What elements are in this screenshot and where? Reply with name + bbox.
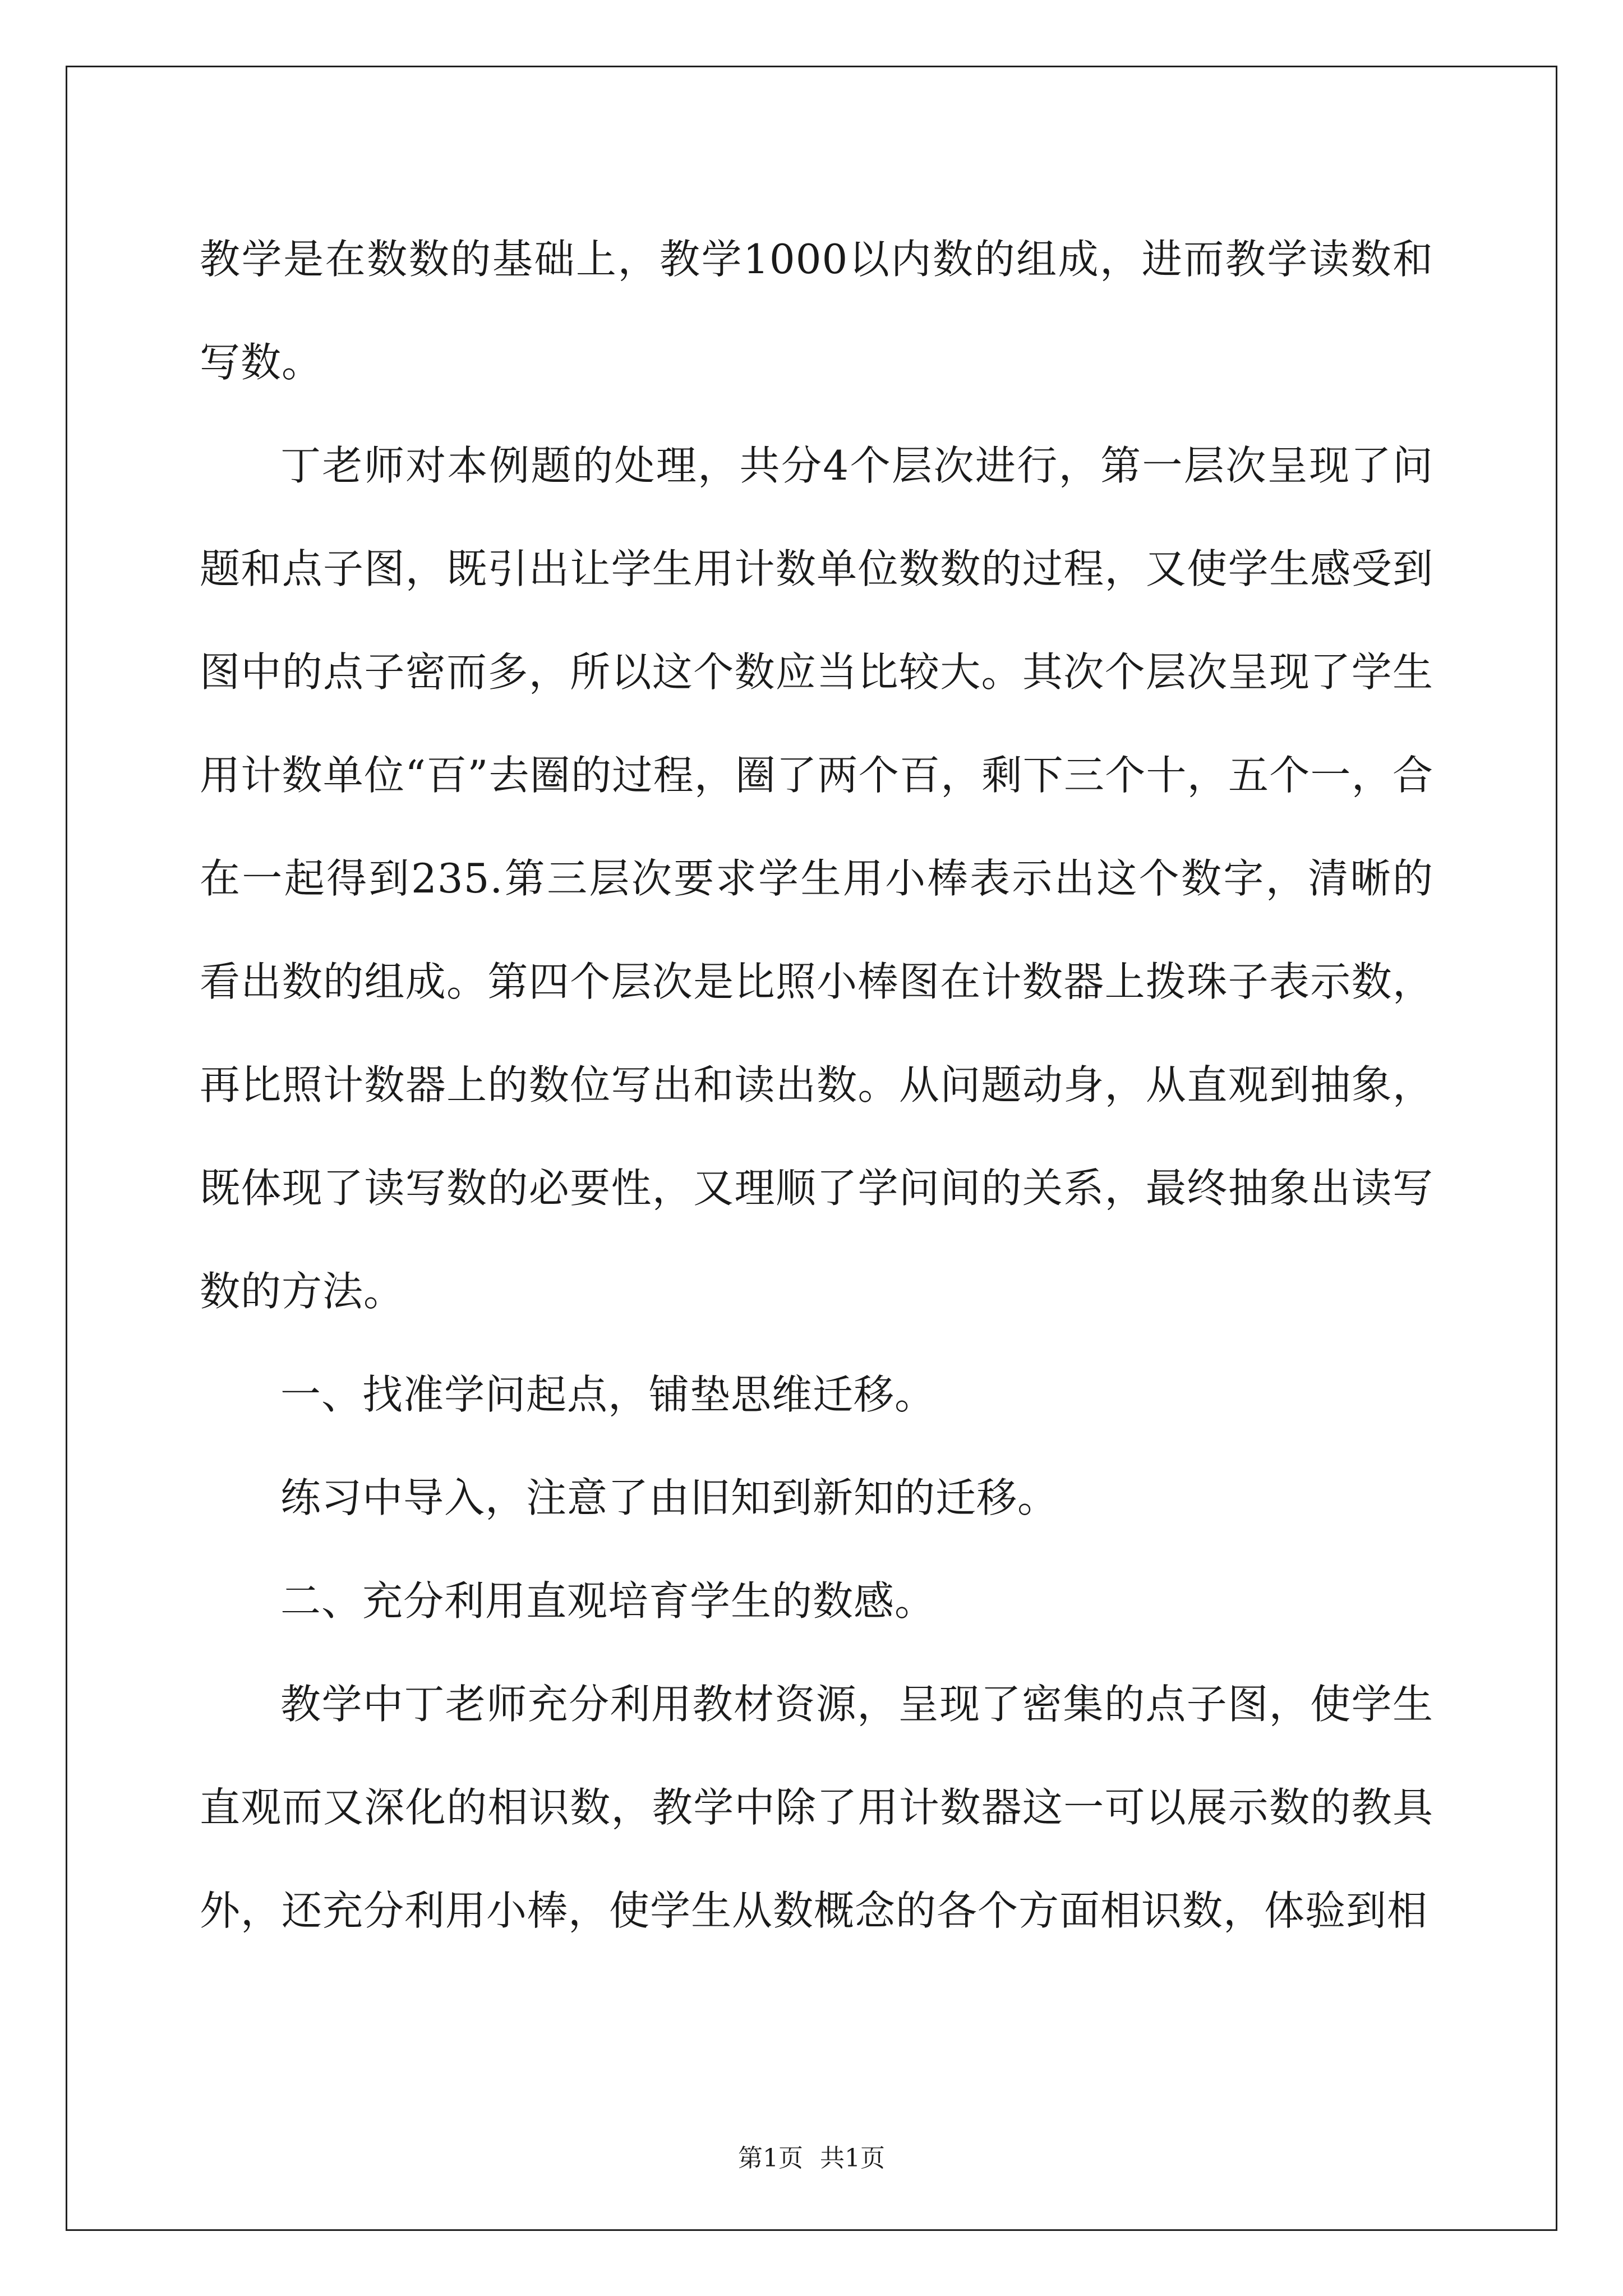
paragraph-2: 丁老师对本例题的处理，共分4个层次进行，第一层次呈现了问题和点子图，既引出让学生用计数单位数数的过程，又使学生感受到图中的点子密而多，所以这个数应当比较大。其次个层次呈现了学生用计数单位“百”去圈的过程，圈了两个百，剩下三个十，五个一，合在一起得到235.第三层次要求学生用小棒表示出这个数字，清晰的看出数的组成。第四个层次是比照小棒图在计数器上拨珠子表示数，再比照计数器上的数位写出和读出数。从问题动身，从直观到抽象，既体现了读写数的必要性，又理顺了学问间的关系，最终抽象出读写数的方法。 — [200, 442, 1433, 1315]
total-pages-label: 共1页 — [820, 2144, 885, 2173]
current-page-label: 第1页 — [738, 2144, 803, 2173]
paragraph-3: 练习中导入，注意了由旧知到新知的迁移。 — [280, 1474, 1059, 1521]
document-body — [200, 208, 1433, 1962]
heading-1: 一、找准学问起点，铺垫思维迁移。 — [280, 1371, 936, 1418]
paragraph-1: 教学是在数数的基础上，教学1000以内数的组成，进而教学读数和写数。 — [200, 236, 1433, 386]
heading-2: 二、充分利用直观培育学生的数感。 — [280, 1577, 936, 1625]
page-footer — [0, 2142, 1623, 2175]
paragraph-4: 教学中丁老师充分利用教材资源，呈现了密集的点子图，使学生直观而又深化的相识数，教学中除了用计数器这一可以展示数的教具外，还充分利用小棒，使学生从数概念的各个方面相识数，体验到相 — [200, 1681, 1433, 1934]
